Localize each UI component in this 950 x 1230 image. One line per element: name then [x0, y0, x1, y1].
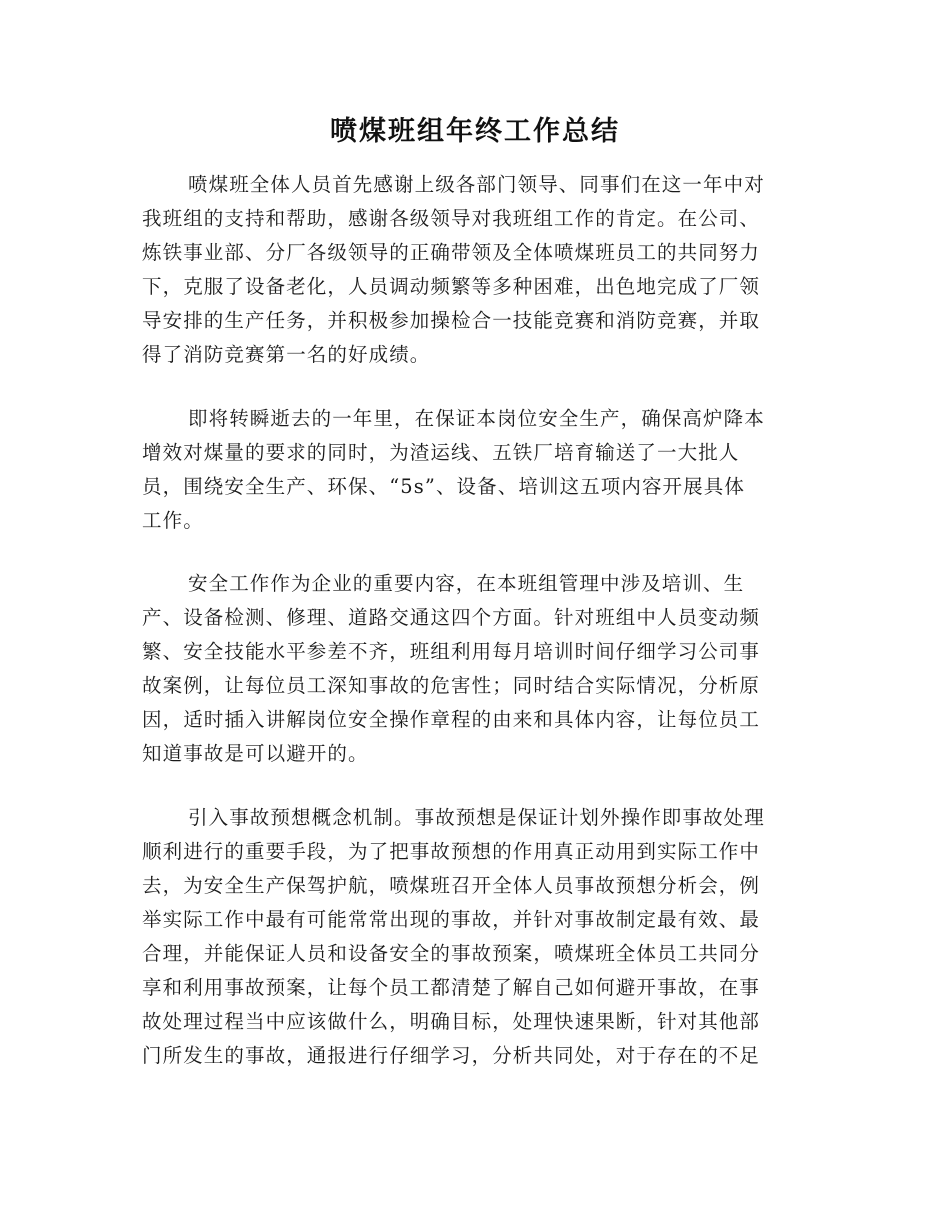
paragraph-2-line-1: 即将转瞬逝去的一年里，在保证本岗位安全生产，确保高炉降本	[188, 407, 765, 430]
paragraph-1-line-3: 炼铁事业部、分厂各级领导的正确带领及全体喷煤班员工的共同努力	[142, 241, 761, 264]
paragraph-2-line-4: 工作。	[142, 509, 204, 532]
paragraph-4-line-1: 引入事故预想概念机制。事故预想是保证计划外操作即事故处理	[188, 806, 765, 829]
paragraph-1-line-2: 我班组的支持和帮助，感谢各级领导对我班组工作的肯定。在公司、	[142, 207, 761, 230]
paragraph-4-line-7: 故处理过程当中应该做什么，明确目标，处理快速果断，针对其他部	[142, 1010, 761, 1033]
paragraph-3-line-5: 因，适时插入讲解岗位安全操作章程的由来和具体内容，让每位员工	[142, 708, 761, 731]
paragraph-3-line-6: 知道事故是可以避开的。	[142, 742, 369, 765]
paragraph-4-line-2: 顺利进行的重要手段，为了把事故预想的作用真正动用到实际工作中	[142, 840, 761, 863]
paragraph-3-line-4: 故案例，让每位员工深知事故的危害性；同时结合实际情况，分析原	[142, 674, 761, 697]
paragraph-1-line-4: 下，克服了设备老化，人员调动频繁等多种困难，出色地完成了厂领	[142, 275, 761, 298]
paragraph-3-line-2: 产、设备检测、修理、道路交通这四个方面。针对班组中人员变动频	[142, 606, 761, 629]
paragraph-2-line-3: 员，围绕安全生产、环保、“5s”、设备、培训这五项内容开展具体	[142, 475, 745, 498]
paragraph-4-line-4: 举实际工作中最有可能常常出现的事故，并针对事故制定最有效、最	[142, 908, 761, 931]
paragraph-4-line-8: 门所发生的事故，通报进行仔细学习，分析共同处，对于存在的不足	[142, 1044, 761, 1067]
paragraph-4-line-5: 合理，并能保证人员和设备安全的事故预案，喷煤班全体员工共同分	[142, 942, 761, 965]
paragraph-2-line-2: 增效对煤量的要求的同时，为渣运线、五铁厂培育输送了一大批人	[142, 441, 740, 464]
document-title: 喷煤班组年终工作总结	[330, 116, 620, 147]
paragraph-1-line-1: 喷煤班全体人员首先感谢上级各部门领导、同事们在这一年中对	[188, 173, 765, 196]
paragraph-4-line-3: 去，为安全生产保驾护航，喷煤班召开全体人员事故预想分析会，例	[142, 874, 761, 897]
paragraph-3-line-3: 繁、安全技能水平参差不齐，班组利用每月培训时间仔细学习公司事	[142, 640, 761, 663]
paragraph-1-line-6: 得了消防竞赛第一名的好成绩。	[142, 343, 431, 366]
paragraph-4-line-6: 享和利用事故预案，让每个员工都清楚了解自己如何避开事故，在事	[142, 976, 761, 999]
paragraph-1-line-5: 导安排的生产任务，并积极参加操检合一技能竞赛和消防竞赛，并取	[142, 309, 761, 332]
paragraph-3-line-1: 安全工作作为企业的重要内容，在本班组管理中涉及培训、生	[188, 572, 745, 595]
